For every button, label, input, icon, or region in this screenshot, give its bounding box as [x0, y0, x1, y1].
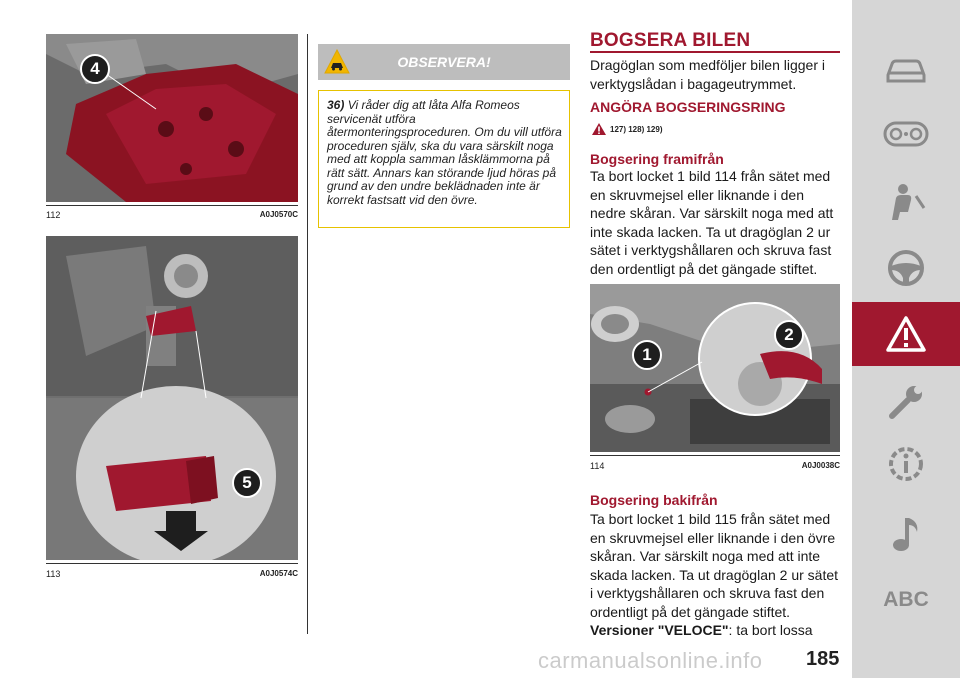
observera-text: Vi råder dig att låta Alfa Romeos servicenät utföra återmonteringsproceduren. Om du vill utföra proceduren själv, ska du vara särskilt noga med att koppla samman låsklämmorna på rätt sätt. Annars kan störande ljud höras på grund av den undre beklädnaden inte är korrekt fastsatt vid den övre.: [327, 98, 562, 207]
section-title: BOGSERA BILEN: [590, 30, 751, 51]
veloce-label: Versioner "VELOCE": [590, 622, 729, 638]
subheading: ANGÖRA BOGSERINGSRING: [590, 99, 786, 115]
rear-towing-text: Ta bort locket 1 bild 115 från sätet med en skruvmejsel eller liknande i den övre skåran. Var särskilt noga med att inte skada lacken. Ta ut dragöglan 2 ur sätet i verktygshållaren och skruva fast den ordentligt på det gängade stiftet.: [590, 511, 839, 620]
warning-triangle-icon: [592, 123, 606, 135]
car-icon: [884, 55, 928, 85]
figure-114-caption: [590, 461, 840, 471]
observera-ref: 36): [327, 98, 345, 112]
sidebar-item-emergency[interactable]: [852, 302, 960, 366]
figure-112: [46, 34, 298, 202]
chapter-sidebar: [852, 0, 960, 678]
sidebar-item-index[interactable]: [852, 568, 960, 632]
observera-content: [327, 99, 563, 207]
figure-113-number: 113: [46, 569, 61, 579]
watermark: carmanualsonline.info: [538, 648, 763, 673]
reference-numbers: 127) 128) 129): [610, 124, 663, 134]
figure-112-rule: [46, 205, 298, 206]
figure-113-code: A0J0574C: [259, 569, 298, 578]
figure-114-code: A0J0038C: [801, 461, 840, 470]
front-towing-text: Ta bort locket 1 bild 114 från sätet med en skruvmejsel eller liknande i den nedre skåran. Var särskilt noga med att inte skada lacken. Ta ut dragöglan 2 ur sätet i verktygshållaren och skruva fast den ordentligt på det gängade stiftet.: [590, 168, 834, 277]
rear-towing-title: Bogsering bakifrån: [590, 492, 718, 508]
figure-113-rule: [46, 563, 298, 564]
sidebar-item-safety[interactable]: [852, 170, 960, 234]
figure-112-code: A0J0570C: [259, 210, 298, 219]
figure-114: [590, 284, 840, 452]
figure-113: [46, 236, 298, 560]
sidebar-item-technical[interactable]: [852, 432, 960, 496]
music-note-icon: [889, 514, 923, 554]
figure-113-illustration: [46, 236, 298, 560]
sidebar-abc-label: ABC: [883, 588, 929, 611]
veloce-line: [590, 621, 840, 640]
intro-text: Dragöglan som medföljer bilen ligger i verktygslådan i bagageutrymmet.: [590, 57, 826, 92]
figure-112-caption: [46, 210, 298, 220]
warning-icon: [885, 315, 927, 353]
observera-header: [318, 44, 570, 80]
page-number: 185: [806, 648, 840, 670]
wrench-icon: [886, 382, 926, 422]
observera-box: [318, 90, 570, 228]
seatbelt-icon: [886, 182, 926, 222]
figure-114-number: 114: [590, 461, 605, 471]
column-divider: [307, 34, 308, 634]
figure-114-rule: [590, 455, 840, 456]
figure-112-callout: 4: [80, 54, 110, 84]
figure-112-number: 112: [46, 210, 61, 220]
figure-113-caption: [46, 569, 298, 579]
figure-113-callout: 5: [232, 468, 262, 498]
section-title-rule: [590, 51, 840, 53]
figure-114-callout-2: 2: [774, 320, 804, 350]
figure-114-callout-1: 1: [632, 340, 662, 370]
sidebar-item-driving[interactable]: [852, 236, 960, 300]
sidebar-item-car[interactable]: [852, 38, 960, 102]
observera-title: OBSERVERA!: [397, 54, 491, 70]
info-gear-icon: [885, 443, 927, 485]
sidebar-item-maintenance[interactable]: [852, 370, 960, 434]
veloce-text: : ta bort lossa: [728, 622, 813, 638]
figure-114-illustration: [590, 284, 840, 452]
reference-row: [592, 123, 662, 135]
steering-wheel-icon: [886, 248, 926, 288]
sidebar-item-multimedia[interactable]: [852, 502, 960, 566]
sidebar-item-dashboard[interactable]: [852, 102, 960, 166]
dashboard-icon: [883, 120, 929, 148]
front-towing-title: Bogsering framifrån: [590, 151, 724, 167]
